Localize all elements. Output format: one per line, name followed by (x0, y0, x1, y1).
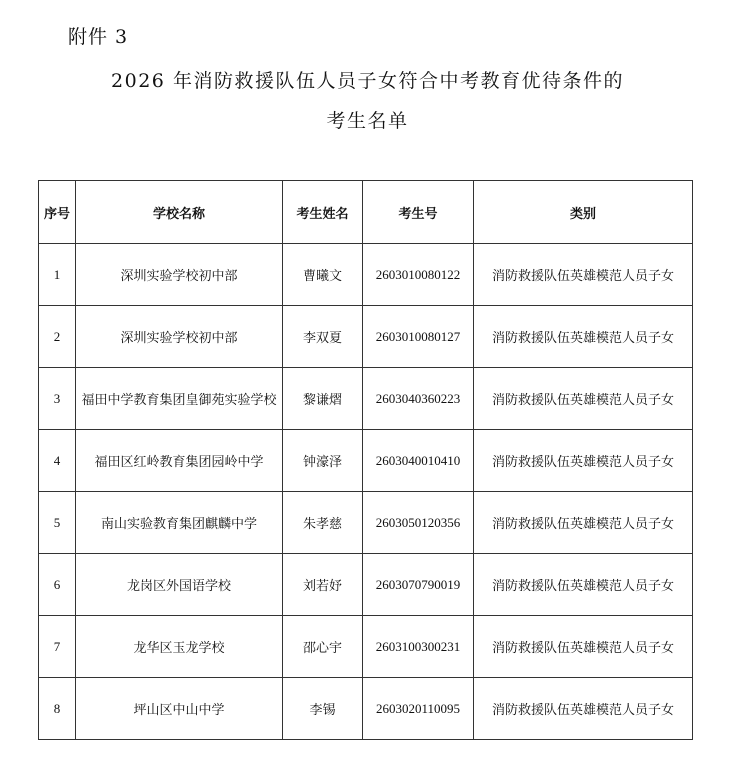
table-row (39, 554, 693, 616)
cell-category: 消防救援队伍英雄模范人员子女 (474, 492, 693, 554)
cell-category: 消防救援队伍英雄模范人员子女 (474, 678, 693, 740)
cell-category: 消防救援队伍英雄模范人员子女 (474, 306, 693, 368)
cell-seq: 5 (39, 492, 76, 554)
cell-school: 深圳实验学校初中部 (76, 306, 283, 368)
cell-name: 邵心宇 (283, 616, 363, 678)
document-title-line-2: 考生名单 (326, 110, 409, 132)
cell-category: 消防救援队伍英雄模范人员子女 (474, 244, 693, 306)
cell-category: 消防救援队伍英雄模范人员子女 (474, 554, 693, 616)
table-row (39, 492, 693, 554)
cell-school: 深圳实验学校初中部 (76, 244, 283, 306)
cell-school: 坪山区中山中学 (76, 678, 283, 740)
cell-school: 福田中学教育集团皇御苑实验学校 (76, 368, 283, 430)
table-header (39, 181, 693, 244)
cell-category: 消防救援队伍英雄模范人员子女 (474, 616, 693, 678)
cell-school: 龙华区玉龙学校 (76, 616, 283, 678)
cell-exam-no: 2603040010410 (363, 430, 474, 492)
cell-name: 李锡 (283, 678, 363, 740)
table-row (39, 306, 693, 368)
attachment-label: 附件 3 (68, 26, 129, 48)
cell-exam-no: 2603100300231 (363, 616, 474, 678)
cell-name: 曹曦文 (283, 244, 363, 306)
cell-exam-no: 2603070790019 (363, 554, 474, 616)
table-header-row (39, 181, 693, 244)
cell-name: 李双夏 (283, 306, 363, 368)
cell-category: 消防救援队伍英雄模范人员子女 (474, 430, 693, 492)
document-title-line-1: 2026 年消防救援队伍人员子女符合中考教育优待条件的 (111, 70, 624, 92)
header-category: 类别 (474, 181, 693, 244)
cell-school: 龙岗区外国语学校 (76, 554, 283, 616)
cell-name: 钟濠泽 (283, 430, 363, 492)
cell-school: 南山实验教育集团麒麟中学 (76, 492, 283, 554)
header-seq: 序号 (39, 181, 76, 244)
table-row (39, 430, 693, 492)
cell-seq: 7 (39, 616, 76, 678)
cell-category: 消防救援队伍英雄模范人员子女 (474, 368, 693, 430)
header-exam-no: 考生号 (363, 181, 474, 244)
cell-seq: 4 (39, 430, 76, 492)
cell-name: 朱孝慈 (283, 492, 363, 554)
cell-seq: 6 (39, 554, 76, 616)
candidate-table (38, 180, 693, 740)
cell-seq: 8 (39, 678, 76, 740)
cell-exam-no: 2603010080127 (363, 306, 474, 368)
cell-exam-no: 2603050120356 (363, 492, 474, 554)
cell-exam-no: 2603040360223 (363, 368, 474, 430)
cell-school: 福田区红岭教育集团园岭中学 (76, 430, 283, 492)
header-name: 考生姓名 (283, 181, 363, 244)
cell-exam-no: 2603020110095 (363, 678, 474, 740)
cell-seq: 3 (39, 368, 76, 430)
cell-exam-no: 2603010080122 (363, 244, 474, 306)
header-school: 学校名称 (76, 181, 283, 244)
cell-name: 黎谦熠 (283, 368, 363, 430)
table-row (39, 678, 693, 740)
table-row (39, 368, 693, 430)
cell-seq: 2 (39, 306, 76, 368)
table-row (39, 244, 693, 306)
cell-name: 刘若妤 (283, 554, 363, 616)
table-row (39, 616, 693, 678)
cell-seq: 1 (39, 244, 76, 306)
table-body (39, 244, 693, 740)
